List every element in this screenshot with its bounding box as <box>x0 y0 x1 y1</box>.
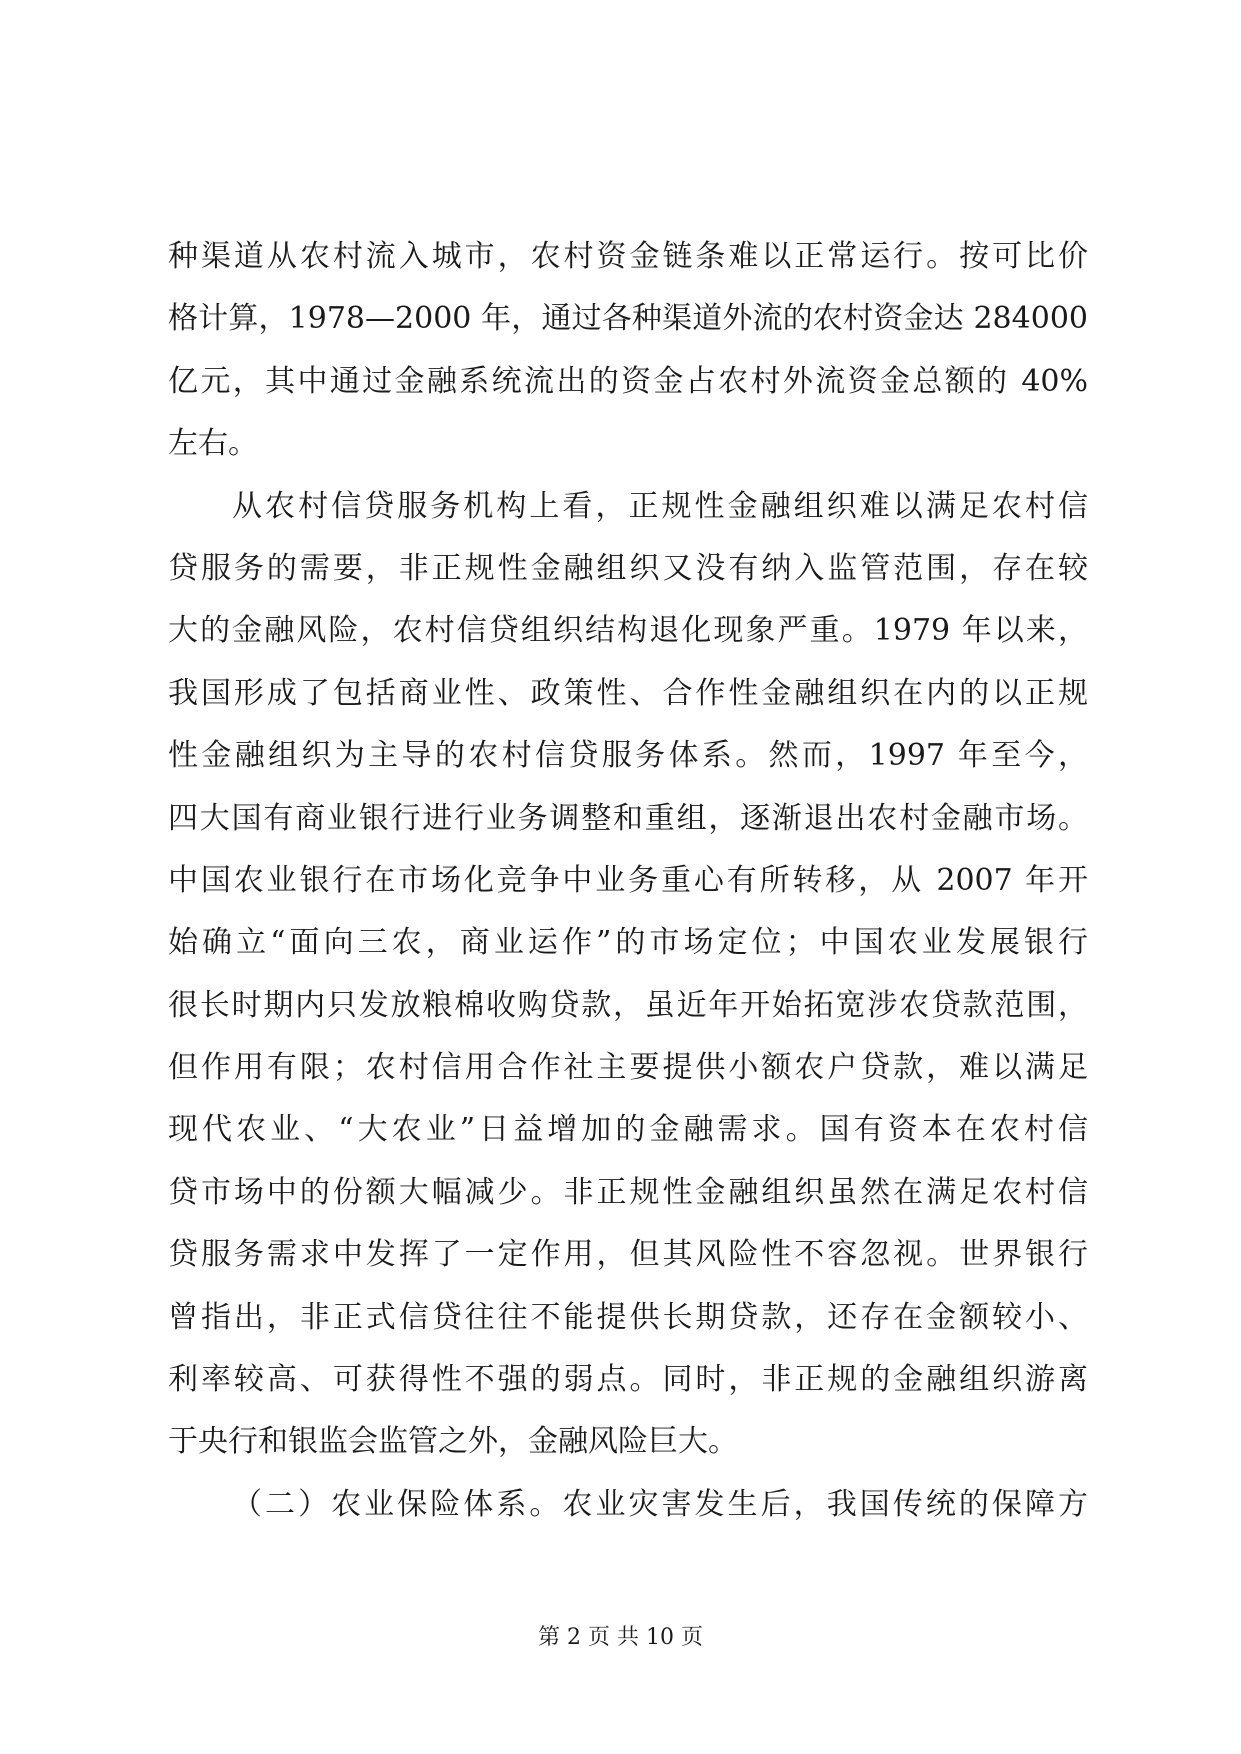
text-line: 中国农业银行在市场化竞争中业务重心有所转移，从 2007 年开 <box>168 862 1088 898</box>
text-line: 四大国有商业银行进行业务调整和重组，逐渐退出农村金融市场。 <box>168 800 1088 836</box>
paragraph-start-line: （二）农业保险体系。农业灾害发生后，我国传统的保障方 <box>232 1486 1088 1522</box>
text-line: 左右。 <box>168 426 258 462</box>
paragraph-start-line: 从农村信贷服务机构上看，正规性金融组织难以满足农村信 <box>232 488 1088 524</box>
text-line: 大的金融风险，农村信贷组织结构退化现象严重。1979 年以来， <box>168 613 1088 649</box>
text-line: 格计算，1978—2000 年，通过各种渠道外流的农村资金达 284000 <box>168 301 1088 337</box>
text-line: 利率较高、可获得性不强的弱点。同时，非正规的金融组织游离 <box>168 1362 1088 1398</box>
text-line: 很长时期内只发放粮棉收购贷款，虽近年开始拓宽涉农贷款范围， <box>168 987 1088 1023</box>
text-line: 我国形成了包括商业性、政策性、合作性金融组织在内的以正规 <box>168 675 1088 711</box>
text-line: 现代农业、“大农业”日益增加的金融需求。国有资本在农村信 <box>168 1112 1088 1148</box>
text-line: 性金融组织为主导的农村信贷服务体系。然而，1997 年至今， <box>168 738 1088 774</box>
text-line: 贷服务需求中发挥了一定作用，但其风险性不容忽视。世界银行 <box>168 1237 1088 1273</box>
page-number-footer: 第 2 页 共 10 页 <box>538 1625 703 1650</box>
text-line: 种渠道从农村流入城市，农村资金链条难以正常运行。按可比价 <box>168 239 1088 274</box>
text-line: 贷服务的需要，非正规性金融组织又没有纳入监管范围，存在较 <box>168 550 1088 586</box>
text-line: 曾指出，非正式信贷往往不能提供长期贷款，还存在金额较小、 <box>168 1299 1088 1335</box>
text-line: 于央行和银监会监管之外，金融风险巨大。 <box>168 1424 738 1460</box>
text-line: 但作用有限；农村信用合作社主要提供小额农户贷款，难以满足 <box>168 1050 1088 1086</box>
document-body <box>168 226 1088 1536</box>
text-line: 始确立“面向三农，商业运作”的市场定位；中国农业发展银行 <box>168 925 1088 961</box>
text-line: 亿元，其中通过金融系统流出的资金占农村外流资金总额的 40% <box>168 363 1088 399</box>
text-line: 贷市场中的份额大幅减少。非正规性金融组织虽然在满足农村信 <box>168 1174 1088 1210</box>
